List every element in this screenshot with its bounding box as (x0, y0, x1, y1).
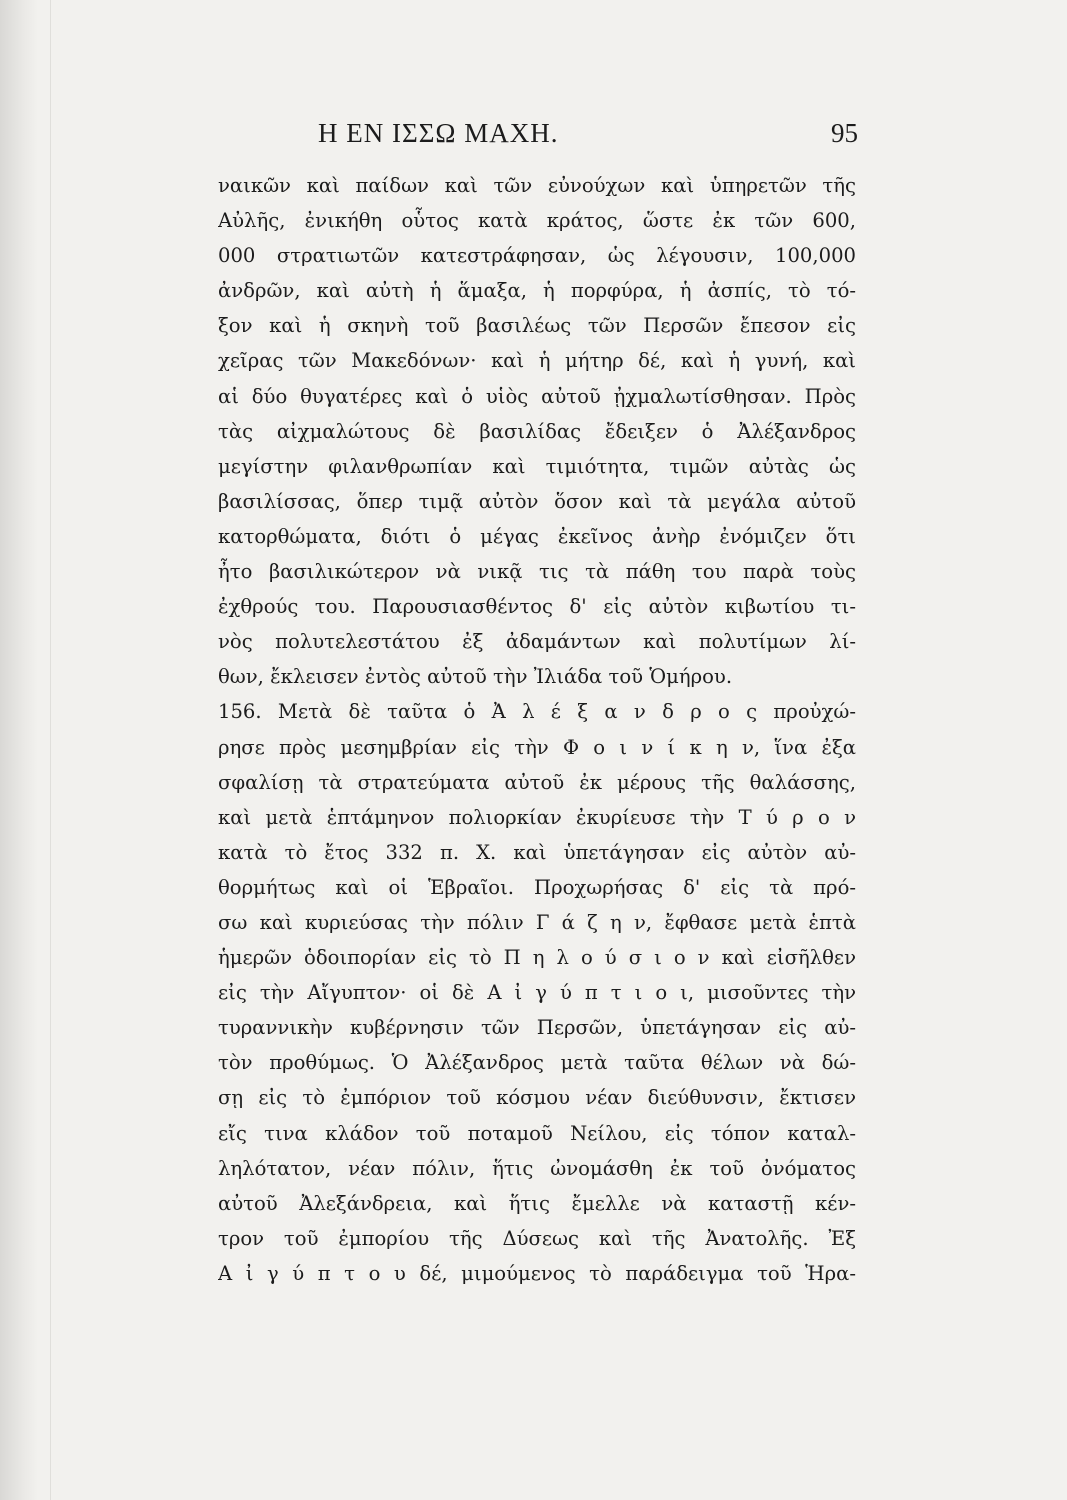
body-text (218, 168, 856, 1291)
text-line: αὐτοῦ Ἀλεξάνδρεια, καὶ ἥτις ἔμελλε νὰ καταστῇ κέν- (218, 1191, 856, 1215)
text-line: ἦτο βασιλικώτερον νὰ νικᾷ τις τὰ πάθη του παρὰ τοὺς (218, 560, 856, 584)
text-line: σω καὶ κυριεύσας τὴν πόλιν Γ ά ζ η ν, ἔφθασε μετὰ ἑπτὰ (218, 910, 856, 934)
text-line: βασιλίσσας, ὅπερ τιμᾷ αὐτὸν ὅσον καὶ τὰ μεγάλα αὐτοῦ (218, 489, 856, 513)
running-title: Η ΕΝ ΙΣΣΩ ΜΑΧΗ. (318, 118, 559, 148)
text-line: κατορθώματα, διότι ὁ μέγας ἐκεῖνος ἀνὴρ ἐνόμιζεν ὅτι (218, 524, 856, 548)
text-line: καὶ μετὰ ἑπτάμηνον πολιορκίαν ἐκυρίευσε τὴν Τ ύ ρ ο ν (218, 805, 856, 829)
text-line: 000 στρατιωτῶν κατεστράφησαν, ὡς λέγουσιν, 100,000 (218, 244, 856, 268)
text-line: σφαλίσῃ τὰ στρατεύματα αὐτοῦ ἐκ μέρους τῆς θαλάσσης, (218, 770, 856, 794)
text-line: χεῖρας τῶν Μακεδόνων· καὶ ἡ μήτηρ δέ, καὶ ἡ γυνή, καὶ (218, 349, 856, 373)
text-line: σῃ εἰς τὸ ἐμπόριον τοῦ κόσμου νέαν διεύθυνσιν, ἔκτισεν (218, 1086, 856, 1110)
text-line: εἴς τινα κλάδον τοῦ ποταμοῦ Νείλου, εἰς τόπον καταλ- (218, 1121, 856, 1145)
text-line: εἰς τὴν Αἴγυπτον· οἱ δὲ Α ἰ γ ύ π τ ι ο ι, μισοῦντες τὴν (218, 981, 856, 1005)
text-line: ἀνδρῶν, καὶ αὐτὴ ἡ ἅμαξα, ἡ πορφύρα, ἡ ἀσπίς, τὸ τό- (218, 279, 856, 303)
text-line: ξον καὶ ἡ σκηνὴ τοῦ βασιλέως τῶν Περσῶν ἔπεσον εἰς (218, 314, 856, 338)
paragraph-start-line: 156. Μετὰ δὲ ταῦτα ὁ Ἀ λ έ ξ α ν δ ρ ο ς προὐχώ- (218, 700, 856, 724)
text-line: ρησε πρὸς μεσημβρίαν εἰς τὴν Φ ο ι ν ί κ η ν, ἵνα ἐξα (218, 735, 856, 759)
text-line: Αὐλῆς, ἐνικήθη οὗτος κατὰ κράτος, ὥστε ἐκ τῶν 600, (218, 209, 856, 233)
text-line: Α ἰ γ ύ π τ ο υ δέ, μιμούμενος τὸ παράδειγμα τοῦ Ἡρα- (218, 1261, 856, 1285)
text-line: τὰς αἰχμαλώτους δὲ βασιλίδας ἔδειξεν ὁ Ἀλέξανδρος (218, 419, 856, 443)
page-header (220, 118, 860, 158)
text-line: τυραννικὴν κυβέρνησιν τῶν Περσῶν, ὑπετάγησαν εἰς αὐ- (218, 1016, 856, 1040)
page-edge-line (50, 0, 51, 1500)
text-line: τὸν προθύμως. Ὁ Ἀλέξανδρος μετὰ ταῦτα θέλων νὰ δώ- (218, 1051, 856, 1075)
text-line: ἡμερῶν ὁδοιπορίαν εἰς τὸ Π η λ ο ύ σ ι ο ν καὶ εἰσῆλθεν (218, 946, 856, 970)
paragraph-end-line: θων, ἔκλεισεν ἐντὸς αὐτοῦ τὴν Ἰλιάδα τοῦ Ὁμήρου. (218, 665, 733, 689)
page-number: 95 (831, 118, 858, 148)
text-line: ναικῶν καὶ παίδων καὶ τῶν εὐνούχων καὶ ὑπηρετῶν τῆς (218, 174, 856, 197)
text-line: αἱ δύο θυγατέρες καὶ ὁ υἱὸς αὐτοῦ ᾐχμαλωτίσθησαν. Πρὸς (218, 384, 856, 408)
text-line: ληλότατον, νέαν πόλιν, ἥτις ὠνομάσθη ἐκ τοῦ ὀνόματος (218, 1156, 856, 1180)
text-line: τρον τοῦ ἐμπορίου τῆς Δύσεως καὶ τῆς Ἀνατολῆς. Ἐξ (218, 1226, 856, 1250)
text-line: νὸς πολυτελεστάτου ἐξ ἀδαμάντων καὶ πολυτίμων λί- (218, 630, 856, 654)
text-line: μεγίστην φιλανθρωπίαν καὶ τιμιότητα, τιμῶν αὐτὰς ὡς (218, 454, 856, 478)
text-line: θορμήτως καὶ οἱ Ἑβραῖοι. Προχωρήσας δ' εἰς τὰ πρό- (218, 875, 856, 899)
text-line: κατὰ τὸ ἔτος 332 π. Χ. καὶ ὑπετάγησαν εἰς αὐτὸν αὐ- (218, 840, 856, 864)
text-line: ἐχθρούς του. Παρουσιασθέντος δ' εἰς αὐτὸν κιβωτίου τι- (218, 595, 856, 619)
page-edge-shadow (0, 0, 38, 1500)
